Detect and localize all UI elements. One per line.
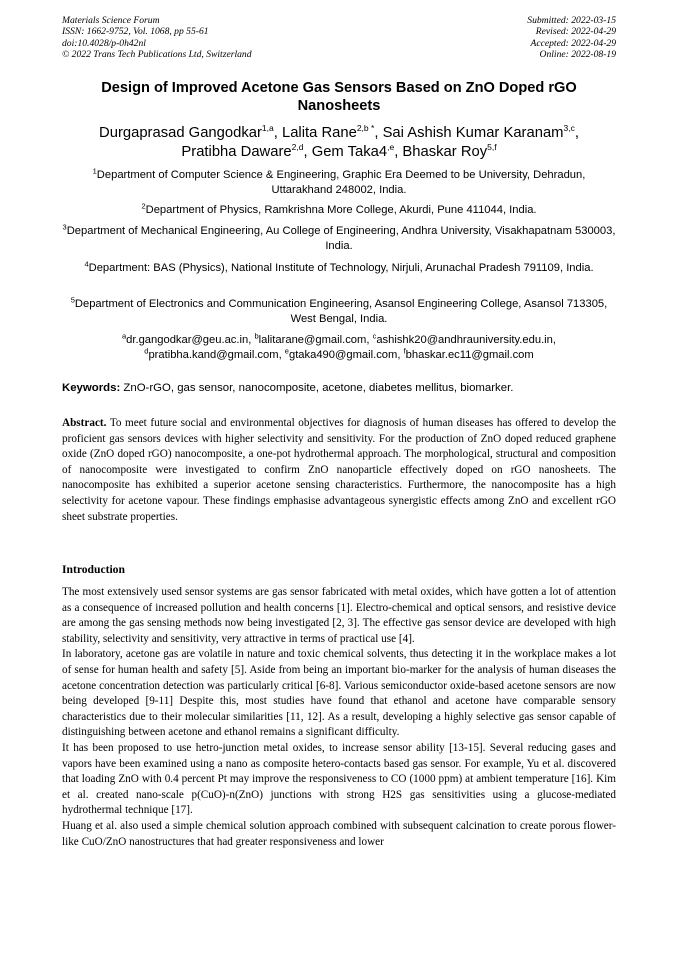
- author-separator: ,: [394, 144, 403, 160]
- author-affiliation-mark: ,e: [387, 142, 395, 153]
- author-name: Lalita Rane: [281, 125, 357, 141]
- paper-title: Design of Improved Acetone Gas Sensors Based on ZnO Doped rGO Nanosheets: [101, 80, 577, 114]
- affiliation-text: Department of Mechanical Engineering, Au College of Engineering, Andhra University, Visakhapatnam 530003, India.: [66, 225, 616, 252]
- email-link[interactable]: gtaka490@gmail.com: [288, 348, 398, 361]
- email-mark: c: [372, 331, 377, 341]
- affiliation: [62, 224, 616, 253]
- affiliation-text: Department of Physics, Ramkrishna More College, Akurdi, Pune 411044, India.: [145, 204, 537, 216]
- introduction-body: [62, 585, 616, 850]
- affiliation: [62, 168, 616, 197]
- journal-issn: ISSN: 1662-9752, Vol. 1068, pp 55-61: [62, 26, 209, 38]
- email-mark: e: [284, 345, 289, 355]
- email-link[interactable]: ashishk20@andhrauniversity.edu.in: [376, 334, 553, 346]
- email-mark: d: [144, 345, 149, 355]
- email-mark: a: [121, 331, 127, 341]
- date-accepted: Accepted: 2022-04-29: [530, 37, 616, 49]
- affiliation-text: Department of Electronics and Communication Engineering, Asansol Engineering College, Asansol 713305, West Bengal, India.: [74, 298, 608, 325]
- affiliation-text: Department of Computer Science & Engineering, Graphic Era Deemed to be University, Dehradun, Uttarakhand 248002, India.: [96, 169, 586, 196]
- keywords-label: Keywords:: [62, 382, 121, 394]
- affiliation-text: Department: BAS (Physics), National Institute of Technology, Nirjuli, Arunachal Pradesh 791109, India.: [88, 262, 594, 274]
- keywords: [62, 381, 616, 395]
- paragraph: Huang et al. also used a simple chemical solution approach combined with subsequent calcination to create porous flower-like CuO/ZnO nanostructures that had greater responsiveness and lower: [62, 819, 616, 848]
- author-name: Gem Taka4: [311, 144, 388, 160]
- paragraph: It has been proposed to use hetro-junction metal oxides, to increase sensor ability [13-15]. Several reducing gases and vapors have been examined using a nano as composite hetero-contacts based gas sensor. For example, Yu et al. discovered that loading ZnO with 0.4 percent Pt may improve the responsiveness to CO (1000 ppm) at ambient temperature [16]. Kim et al. created nano-scale p(CuO)-n(ZnO) junctions with strong H2S gas sensitivities using a glucose-mediated hydrothermal technique [17].: [62, 741, 616, 817]
- affiliation-mark: 1: [92, 166, 97, 176]
- date-revised: Revised: 2022-04-29: [535, 26, 616, 38]
- author-separator: ,: [303, 144, 312, 160]
- affiliation: [62, 297, 616, 326]
- affiliation: [62, 261, 616, 276]
- section-heading-introduction: Introduction: [62, 563, 125, 576]
- email-mark: b: [254, 331, 259, 341]
- author-affiliation-mark: 2,d: [291, 142, 304, 153]
- author-affiliation-mark: 5,f: [487, 142, 497, 153]
- author-separator: ,: [374, 125, 383, 141]
- author-list: [62, 124, 616, 162]
- email-link[interactable]: lalitarane@gmail.com: [258, 334, 367, 346]
- journal-copyright: © 2022 Trans Tech Publications Ltd, Switzerland: [62, 49, 252, 61]
- paragraph: In laboratory, acetone gas are volatile in nature and toxic chemical solvents, thus detecting it in the workplace makes a lot of sense for human health and safety [5]. Aside from being an important bio-marker for the analysis of human diseases the acetone concentration detection was particularly critical [6-8]. Various semiconductor oxide-based acetone sensors are now being developed [9-11] Despite this, most studies have found that ethanol and acetone have comparable sensory characteristics due to their molecular similarities [11, 12]. As a result, developing a highly selective gas sensor capable of distinguishing between acetone and ethanol remains a significant difficulty.: [62, 648, 616, 739]
- email-link[interactable]: pratibha.kand@gmail.com: [148, 348, 279, 361]
- email-list: $^a$dr.gangodkar@geu.ac.in, $^b$lalitarane@gmail.com, $^c$ashishk20@andhrauniversity.edu.in, $^d$pratibha.kand@gmail.com, $^e$gtaka490@gmail.com, $^f$bhaskar.ec11@gmail.com: [121, 331, 557, 361]
- affiliation-mark: 2: [141, 201, 146, 211]
- author-affiliation-mark: 2,b *: [356, 123, 375, 134]
- journal-name: Materials Science Forum: [62, 15, 160, 26]
- keywords-text: ZnO-rGO, gas sensor, nanocomposite, acetone, diabetes mellitus, biomarker.: [120, 382, 514, 394]
- author-separator: ,: [273, 125, 282, 141]
- email-mark: f: [403, 345, 406, 355]
- abstract-text: To meet future social and environmental objectives for diagnosis of human diseases has offered to develop the proficient gas sensors devices with higher selectivity and sensitivity. For the production of ZnO doped reduced graphene oxide (ZnO doped rGO) nanocomposite, a one-pot hydrothermal approach. The morphological, structural and composition of nanocomposite were investigated to confirm ZnO nanoparticle effectively doped on rGO nanosheets. The nanocomposite has exhibited a superior acetone sensing characteristics. Furthermore, the nanocomposite has a high selectivity for acetone vapour. These findings emphasise advantageous synergistic effects among ZnO and excellent rGO sheet substrate properties.: [62, 417, 616, 523]
- author-name: Pratibha Daware: [181, 144, 292, 160]
- abstract: [62, 416, 616, 525]
- journal-doi[interactable]: doi:10.4028/p-0h42nl: [62, 37, 146, 49]
- date-submitted: Submitted: 2022-03-15: [527, 15, 616, 26]
- affiliation-mark: 5: [70, 295, 75, 305]
- affiliation: [62, 203, 616, 218]
- date-online: Online: 2022-08-19: [539, 49, 616, 61]
- author-name: Durgaprasad Gangodkar: [99, 125, 262, 141]
- author-name: Bhaskar Roy: [402, 144, 488, 160]
- author-separator: ,: [574, 125, 579, 141]
- paragraph: The most extensively used sensor systems are gas sensor fabricated with metal oxides, which have gotten a lot of attention as a consequence of increased pollution and health concerns [1]. Electro-chemical and optical sensors, and resistive device are among the gas sensing methods now being investigated [2, 3]. The effective gas sensor device are developed with high stability, selectivity and sensitivity, very attractive in terms of practical use [4].: [62, 586, 616, 645]
- affiliation-mark: 3: [62, 222, 67, 232]
- author-affiliation-mark: 1,a: [261, 123, 274, 134]
- email-link[interactable]: bhaskar.ec11@gmail.com: [405, 348, 534, 361]
- affiliation-mark: 4: [84, 259, 89, 269]
- author-name: Sai Ashish Kumar Karanam: [382, 125, 564, 141]
- submission-dates: [527, 15, 616, 61]
- abstract-label: Abstract.: [62, 417, 107, 429]
- author-affiliation-mark: 3,c: [563, 123, 575, 134]
- journal-info: [62, 15, 252, 61]
- email-link[interactable]: dr.gangodkar@geu.ac.in: [126, 334, 249, 346]
